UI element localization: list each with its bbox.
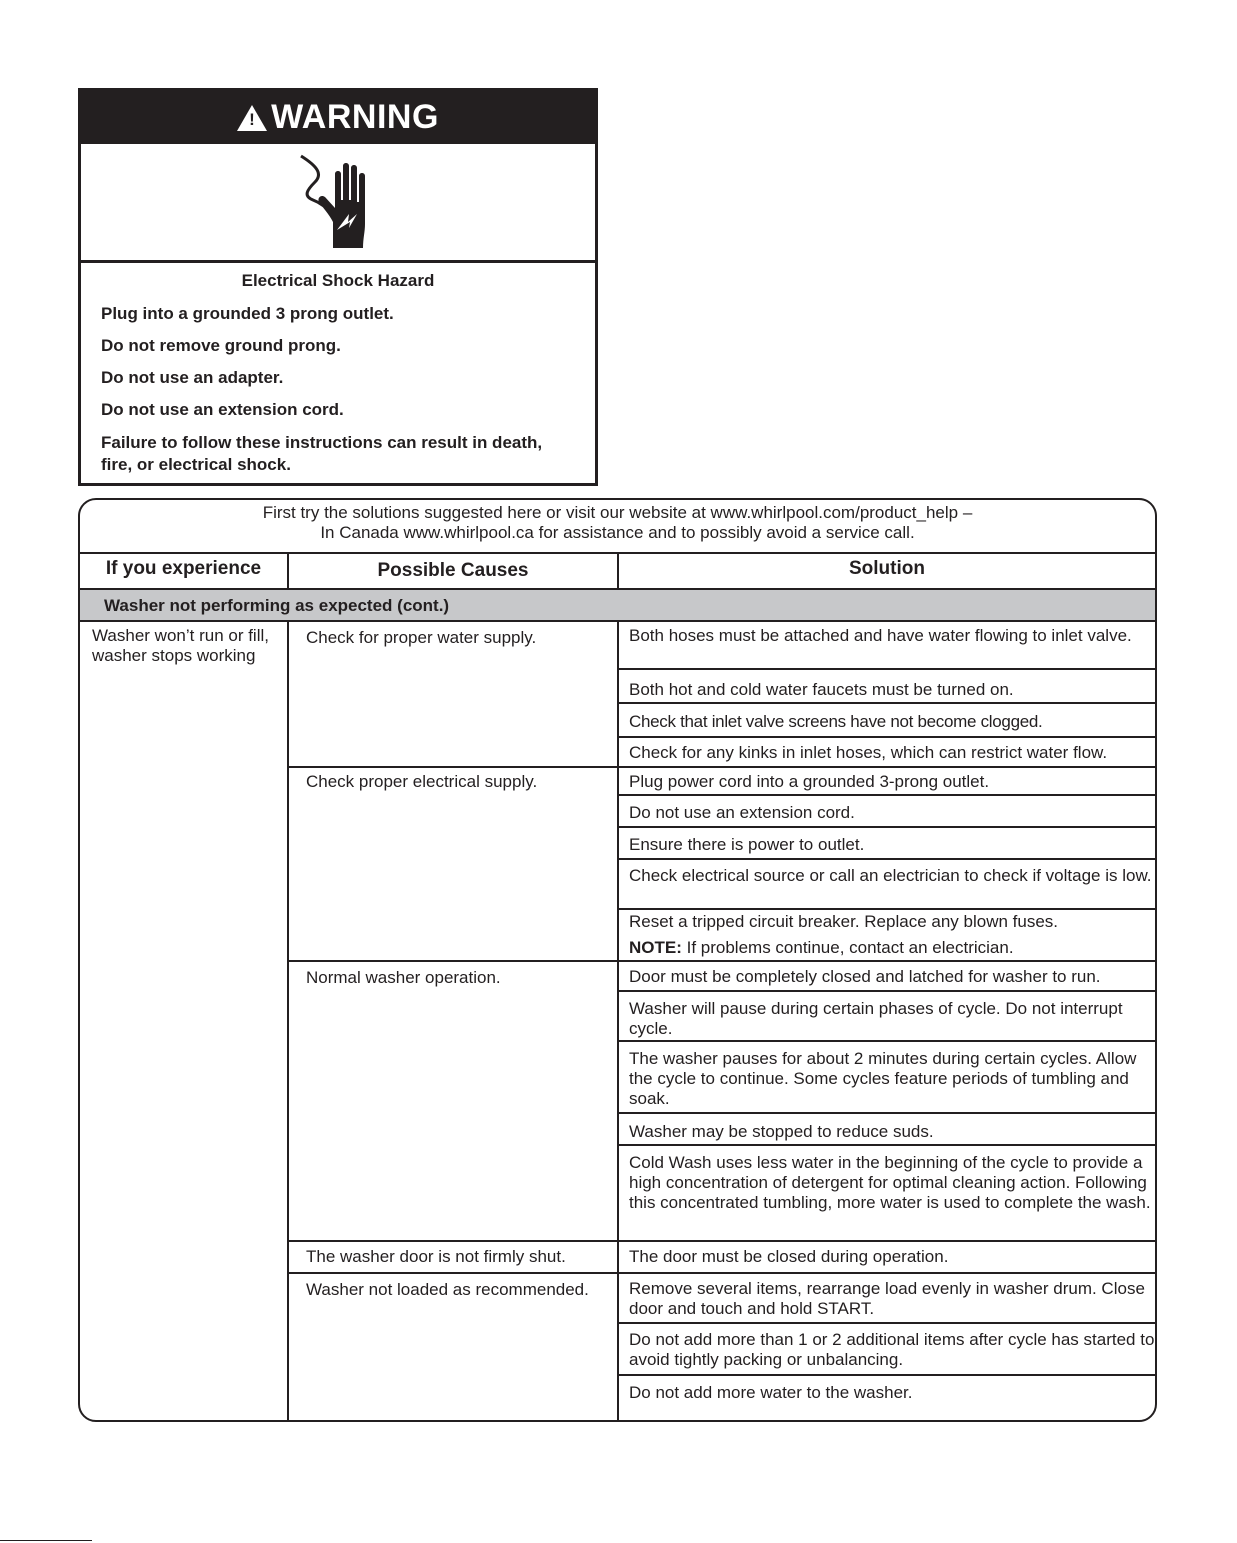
solution-cell: The washer pauses for about 2 minutes during certain cycles. Allow the cycle to continue. Some cycles feature periods of tumbling and soak. [629,1049,1137,1108]
column-header: If you experience [80,554,289,588]
column-headers [80,554,1155,590]
solution-cell: Do not add more water to the washer. [629,1383,913,1402]
warning-box [78,88,598,486]
hazard-line: Failure to follow these instructions can result in death, fire, or electrical shock. [101,433,543,474]
cause-cell: Check proper electrical supply. [306,772,538,791]
solution-cell: Check for any kinks in inlet hoses, which can restrict water flow. [629,743,1108,762]
hazard-line: Plug into a grounded 3 prong outlet. [101,304,394,323]
warning-header [81,91,595,144]
solution-note: NOTE: If problems continue, contact an electrician. [629,938,1014,957]
solution-cell: Door must be completely closed and latched for washer to run. [629,967,1101,986]
table-body [80,622,1155,1422]
solution-cell: Remove several items, rearrange load evenly in washer drum. Close door and touch and hold START. [629,1279,1145,1318]
hazard-line: Do not use an adapter. [101,368,284,387]
symptom-cell: Washer won’t run or fill, washer stops working [92,626,269,665]
solution-cell: Washer will pause during certain phases of cycle. Do not interrupt cycle. [629,999,1123,1038]
hazard-title: Electrical Shock Hazard [241,271,435,290]
column-header: Possible Causes [289,554,619,588]
solution-cell: Check that inlet valve screens have not become clogged. [629,712,1043,731]
column-header: Solution [849,558,925,579]
solution-cell: Both hot and cold water faucets must be turned on. [629,680,1014,699]
cause-cell: Normal washer operation. [306,968,501,987]
solution-cell: Do not add more than 1 or 2 additional items after cycle has started to avoid tightly packing or unbalancing. [629,1330,1155,1369]
intro-text: First try the solutions suggested here or visit our website at www.whirlpool.com/product_help – In Canada www.whirlpool.ca for assistance and to possibly avoid a service call. [80,500,1155,554]
warning-triangle-icon: ! [237,105,267,131]
warning-title: WARNING [271,98,439,136]
solution-cell: The door must be closed during operation. [629,1247,949,1266]
warning-body [81,263,595,476]
footer-rule [0,1540,92,1541]
solution-cell: Do not use an extension cord. [629,803,855,822]
cause-cell: Washer not loaded as recommended. [306,1280,589,1299]
hazard-line: Do not use an extension cord. [101,400,344,419]
hazard-line: Do not remove ground prong. [101,336,341,355]
solution-cell: Plug power cord into a grounded 3-prong outlet. [629,772,990,791]
solution-cell: Reset a tripped circuit breaker. Replace any blown fuses. [629,912,1059,931]
solution-cell: Ensure there is power to outlet. [629,835,865,854]
section-header: Washer not performing as expected (cont.) [80,590,1155,622]
troubleshooting-table [78,498,1157,1422]
cause-cell: The washer door is not firmly shut. [306,1247,566,1266]
solution-cell: Cold Wash uses less water in the beginning of the cycle to provide a high concentration of detergent for optimal cleaning action. Following this concentrated tumbling, more water is used to complete the wash. [629,1153,1151,1212]
electrical-shock-hand-icon [293,152,383,252]
solution-cell: Both hoses must be attached and have water flowing to inlet valve. [629,626,1132,645]
solution-cell: Check electrical source or call an electrician to check if voltage is low. [629,866,1152,885]
cause-cell: Check for proper water supply. [306,628,537,647]
solution-cell: Washer may be stopped to reduce suds. [629,1122,934,1141]
